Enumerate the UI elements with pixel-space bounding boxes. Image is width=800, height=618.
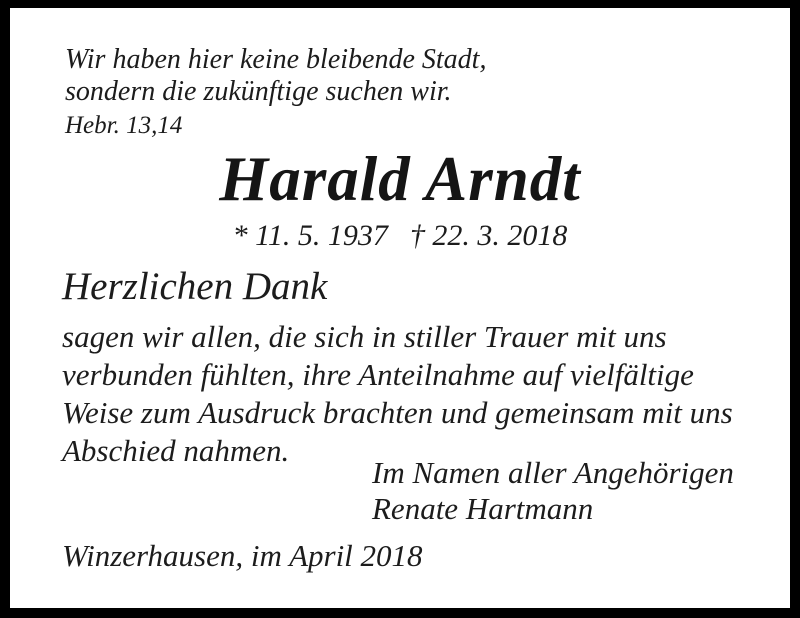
thanks-body xyxy=(62,318,733,470)
signature-block xyxy=(372,455,734,527)
signature-name: Renate Hartmann xyxy=(372,491,594,526)
birth-date: * 11. 5. 1937 xyxy=(232,219,388,252)
thanks-body-line-2: verbunden fühlten, ihre Anteilnahme auf vielfältige xyxy=(62,357,694,392)
thanks-body-line-3: Weise zum Ausdruck brachten und gemeinsam mit uns xyxy=(62,395,733,430)
thanks-body-line-1: sagen wir allen, die sich in stiller Trauer mit uns xyxy=(62,319,667,354)
thanks-heading: Herzlichen Dank xyxy=(62,265,328,308)
scripture-reference: Hebr. 13,14 xyxy=(65,112,183,139)
scripture-quote xyxy=(65,44,486,142)
scripture-line-2: sondern die zukünftige suchen wir. xyxy=(65,76,452,107)
scripture-line-1: Wir haben hier keine bleibende Stadt, xyxy=(65,44,487,75)
place-and-date: Winzerhausen, im April 2018 xyxy=(62,538,423,573)
signature-on-behalf: Im Namen aller Angehörigen xyxy=(372,455,734,490)
life-dates xyxy=(10,219,790,252)
death-date: † 22. 3. 2018 xyxy=(409,219,568,252)
deceased-name: Harald Arndt xyxy=(219,144,581,214)
thanks-body-line-4: Abschied nahmen. xyxy=(62,433,290,468)
